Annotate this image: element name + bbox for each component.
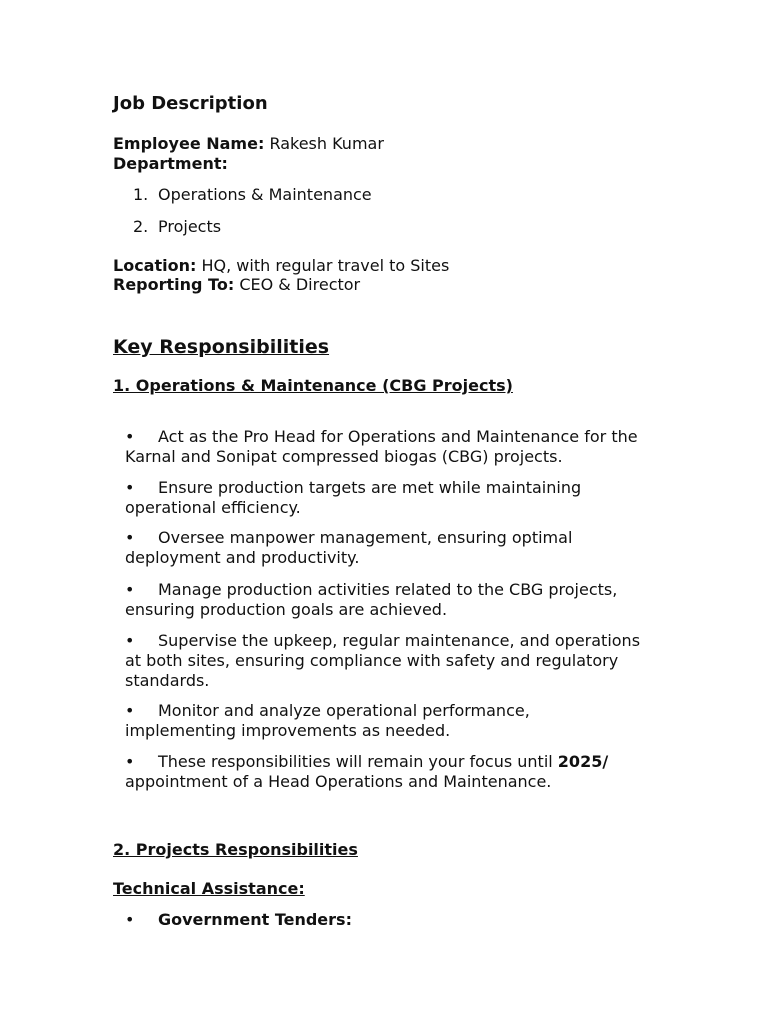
item-line: Supervise the upkeep, regular maintenance, and operations (158, 631, 641, 650)
reporting-row (113, 275, 360, 295)
location-value: HQ, with regular travel to Sites (201, 256, 450, 275)
item-slash: / (602, 752, 609, 771)
item-text-pre: These responsibilities will remain your focus until (158, 752, 558, 771)
item-line: Oversee manpower management, ensuring optimal (158, 528, 573, 547)
section1-heading: 1. Operations & Maintenance (CBG Projects) (113, 376, 513, 395)
government-tenders-item (125, 910, 670, 930)
document-title: Job Description (113, 93, 268, 114)
employee-name-label: Employee Name: (113, 134, 265, 153)
department-item (133, 217, 221, 237)
responsibility-item (125, 701, 670, 741)
item-line: Monitor and analyze operational performance, (158, 701, 530, 720)
department-text: Operations & Maintenance (158, 185, 372, 204)
bullet-mark: • (125, 580, 135, 599)
responsibility-item (125, 580, 670, 620)
department-item (133, 185, 372, 205)
department-row (113, 154, 228, 174)
item-line: operational efficiency. (125, 498, 301, 517)
employee-name-value: Rakesh Kumar (269, 134, 384, 153)
item-line: deployment and productivity. (125, 548, 360, 567)
government-tenders-label: Government Tenders: (158, 910, 352, 929)
employee-name-row (113, 134, 384, 154)
department-text: Projects (158, 217, 222, 236)
responsibility-item (125, 427, 670, 467)
responsibility-item (125, 631, 670, 691)
item-line: Ensure production targets are met while maintaining (158, 478, 582, 497)
technical-assistance-heading: Technical Assistance: (113, 879, 305, 898)
item-line: appointment of a Head Operations and Maintenance. (125, 772, 552, 791)
bullet-mark: • (125, 528, 135, 547)
bullet-mark: • (125, 427, 135, 446)
item-line: Act as the Pro Head for Operations and Maintenance for the (158, 427, 638, 446)
bullet-mark: • (125, 910, 135, 929)
bullet-mark: • (125, 478, 135, 497)
reporting-label: Reporting To: (113, 275, 235, 294)
bullet-mark: • (125, 631, 135, 650)
responsibility-item (125, 478, 670, 518)
item-line: Manage production activities related to the CBG projects, (158, 580, 618, 599)
bullet-mark: • (125, 701, 135, 720)
location-label: Location: (113, 256, 197, 275)
department-number: 1. (133, 185, 149, 204)
bullet-mark: • (125, 752, 135, 771)
location-row (113, 256, 449, 276)
item-line: standards. (125, 671, 210, 690)
key-responsibilities-heading: Key Responsibilities (113, 336, 330, 358)
department-number: 2. (133, 217, 149, 236)
item-line: ensuring production goals are achieved. (125, 600, 448, 619)
section2-heading: 2. Projects Responsibilities (113, 840, 358, 859)
responsibility-item-final (125, 752, 670, 792)
responsibility-item (125, 528, 670, 568)
item-year: 2025 (557, 752, 603, 771)
department-label: Department: (113, 154, 228, 173)
item-line: implementing improvements as needed. (125, 721, 451, 740)
reporting-value: CEO & Director (239, 275, 361, 294)
item-line: at both sites, ensuring compliance with safety and regulatory (125, 651, 619, 670)
item-line: Karnal and Sonipat compressed biogas (CBG) projects. (125, 447, 563, 466)
